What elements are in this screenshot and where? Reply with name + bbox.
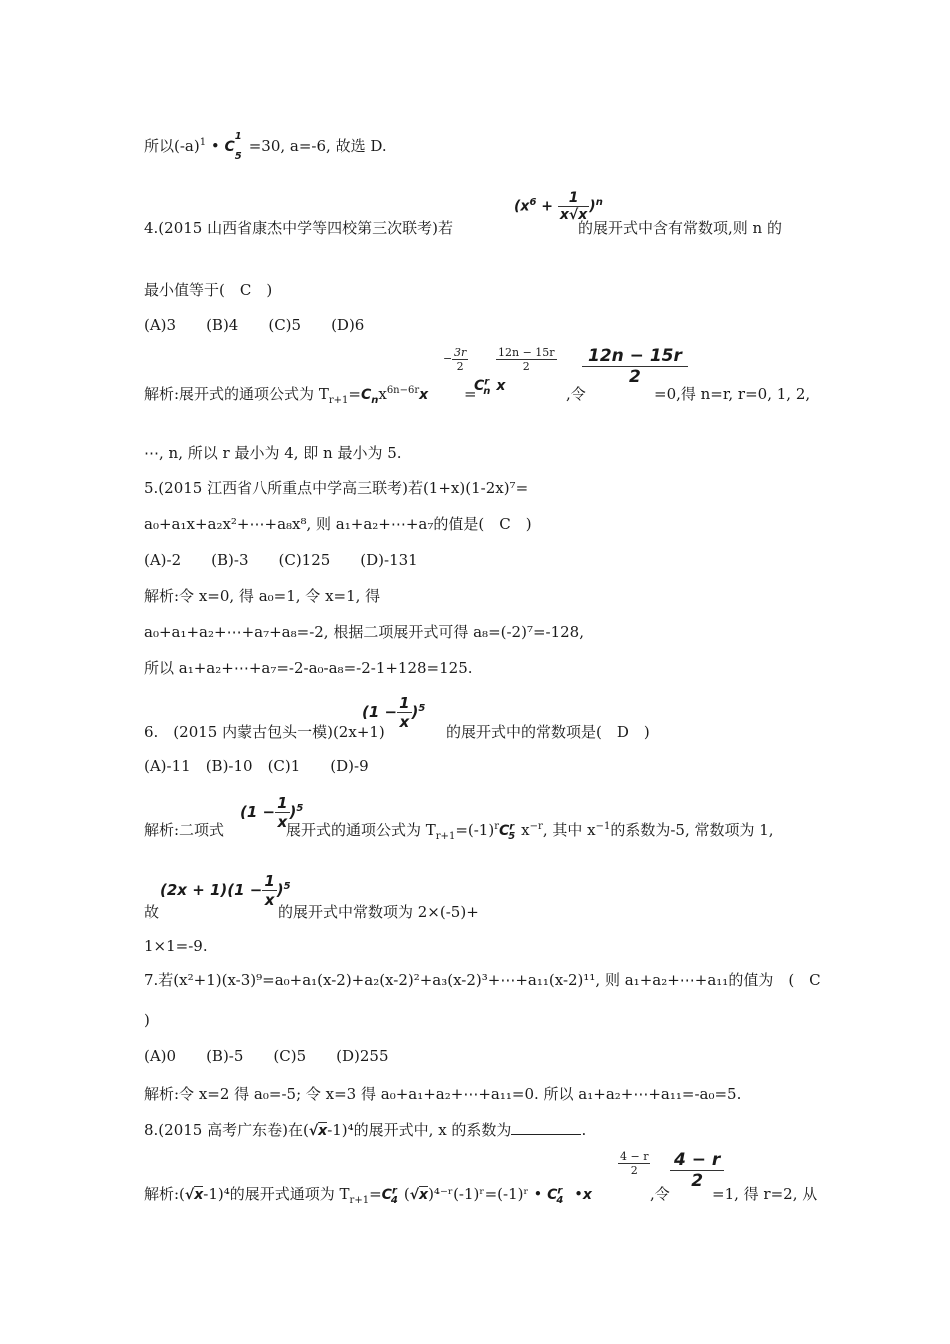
q8-exp: 解析:(√x-1)⁴的展开式通项为 $T_{r+1}=C^r_4$ (√x)⁴⁻ʳ(-1)ʳ=(-1)ʳ • $C^r_4$ •x (144, 1185, 592, 1206)
q4-explanation: 解析:展开式的通项公式为 $T_{r+1}=C_nx^{6n-6r}x$ (144, 385, 429, 406)
q4-exp-result: =0,得 n=r, r=0, 1, 2, (654, 385, 811, 403)
line-1: 所以$(-a)^1$ • $C^1_5=30$, a=-6, 故选 D. (144, 131, 387, 162)
q4-expression: ($x^6$ + $\frac{1}{x√x}$ )$^n$ (514, 190, 603, 223)
q7-options: (A)0 (B)-5 (C)5 (D)255 (144, 1047, 389, 1065)
q8-exp-bigfrac: $\frac{4 - r}{2}$ (670, 1150, 724, 1191)
q6-exp3: 1×1=-9. (144, 937, 208, 955)
q5-options: (A)-2 (B)-3 (C)125 (D)-131 (144, 551, 418, 569)
q6-exp-line-b: 展开式的通项公式为 $T_{r+1}=(-1)^rC^r_5$ $x^{-r}$, 其中 $x^{-1}$的系数为-5, 常数项为 1, (286, 821, 774, 842)
q8-line1: 8.(2015 高考广东卷)在(√x-1)⁴的展开式中, x 的系数为 . (144, 1121, 587, 1139)
q6-exp2-line-b: 的展开式中常数项为 2×(-5)+ (278, 903, 479, 921)
q6-exp2-expr: (2x + 1)(1 − $\frac{1}{x}$ )$^5$ (160, 872, 291, 909)
q6-line1b: 的展开式中的常数项是( D ) (446, 723, 650, 741)
q8-exp-result: =1, 得 r=2, 从 (712, 1185, 818, 1203)
q6-line1: 6. (2015 内蒙古包头一模)(2x+1) (144, 723, 385, 741)
q8-exp-frac: $\frac{4 - r}{2}$ (620, 1150, 649, 1177)
q4-exp-line2: ⋯, n, 所以 r 最小为 4, 即 n 最小为 5. (144, 444, 402, 462)
q4-exp-bigfrac: $\frac{12n - 15r}{2}$ (582, 346, 688, 387)
q8-exp-ling: ,令 (650, 1185, 670, 1203)
q6-exp-line: 解析:二项式 (144, 821, 225, 839)
q6-exp2-line: 故 (144, 903, 160, 921)
q5-line1: 5.(2015 江西省八所重点中学高三联考)若(1+x)(1-2x)⁷= (144, 479, 529, 497)
q4-exp-minus: − (443, 352, 453, 365)
q4-line1b: 的展开式中含有常数项,则 n 的 (578, 219, 782, 237)
q6-expr: (1 − $\frac{1}{x}$ )$^5$ (362, 694, 426, 731)
q7-exp: 解析:令 x=2 得 a₀=-5; 令 x=3 得 a₀+a₁+a₂+⋯+a₁₁=0. 所以 a₁+a₂+⋯+a₁₁=-a₀=5. (144, 1085, 742, 1103)
q5-exp1: 解析:令 x=0, 得 a₀=1, 令 x=1, 得 (144, 587, 381, 605)
q4-exp-eq: = (464, 385, 477, 403)
q4-exp-frac: $\frac{3r}{2}$ (454, 346, 467, 373)
q4-exp-ling: ,令 (566, 385, 586, 403)
q5-line2: a₀+a₁x+a₂x²+⋯+a₈x⁸, 则 a₁+a₂+⋯+a₇的值是( C ) (144, 515, 532, 533)
q4-exp-frac2: $\frac{12n - 15r}{2}$ (498, 346, 555, 373)
q4-line1: 4.(2015 山西省康杰中学等四校第三次联考)若 (144, 219, 453, 237)
q5-exp3: 所以 a₁+a₂+⋯+a₇=-2-a₀-a₈=-2-1+128=125. (144, 659, 473, 677)
q6-exp-expr: (1 − $\frac{1}{x}$ )$^5$ (240, 794, 304, 831)
q4-options: (A)3 (B)4 (C)5 (D)6 (144, 316, 365, 334)
q7-line1: 7.若(x²+1)(x-3)⁹=a₀+a₁(x-2)+a₂(x-2)²+a₃(x-2)³+⋯+a₁₁(x-2)¹¹, 则 a₁+a₂+⋯+a₁₁的值为 ( C (144, 971, 821, 989)
answer-blank[interactable] (511, 1120, 581, 1135)
q6-options: (A)-11 (B)-10 (C)1 (D)-9 (144, 757, 369, 775)
q5-exp2: a₀+a₁+a₂+⋯+a₇+a₈=-2, 根据二项展开式可得 a₈=(-2)⁷=-128, (144, 623, 584, 641)
q4-line2: 最小值等于( C ) (144, 281, 273, 299)
q4-exp-C: $C^r_n$ x (474, 376, 506, 397)
q7-line2: ) (144, 1011, 150, 1029)
